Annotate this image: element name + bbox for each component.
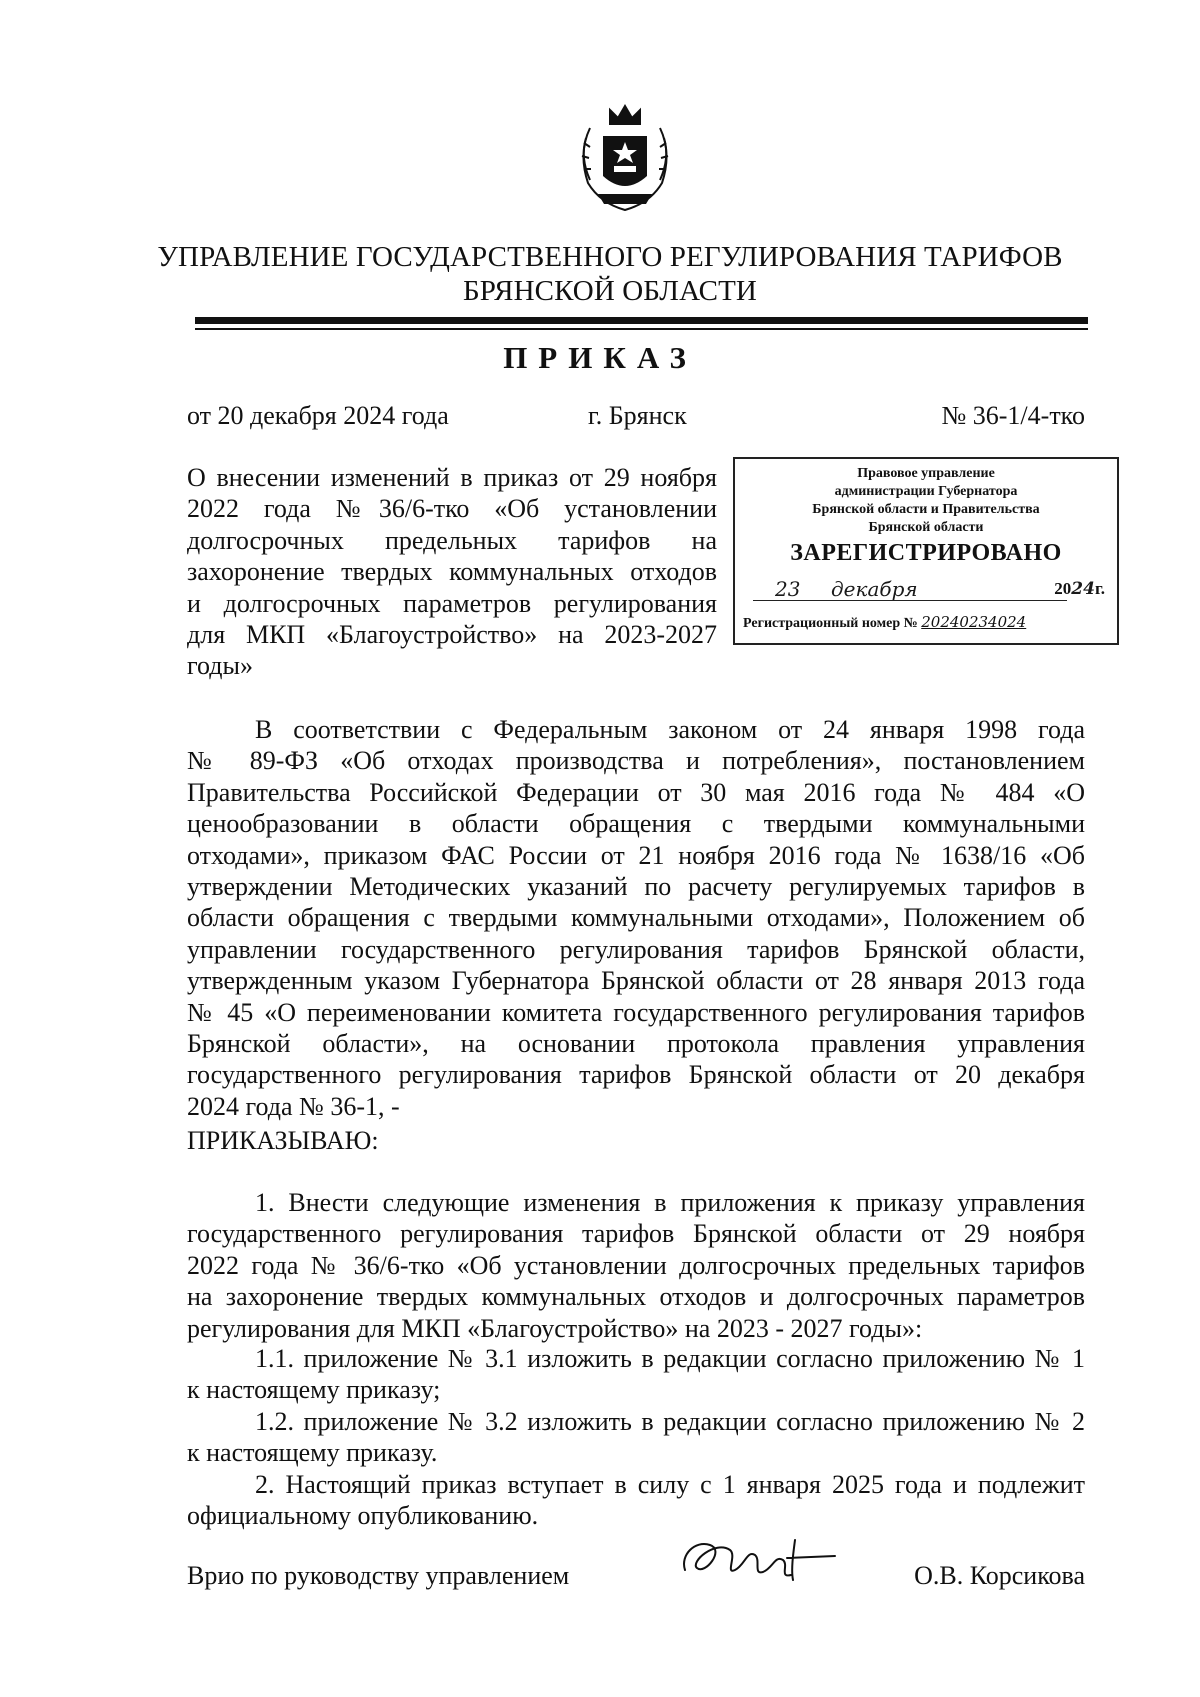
order-number: № 36-1/4-тко [941,401,1085,430]
order-subject [187,462,717,682]
item-line: 1.1. приложение № 3.1 изложить в редакции согласно приложению № 1 [255,1344,1085,1373]
handwritten-signature [675,1520,850,1590]
signatory-role: Врио по руководству управлением [187,1561,570,1590]
coat-of-arms-icon [570,98,680,218]
item-line: на захоронение твердых коммунальных отходов и долгосрочных параметров [187,1282,1085,1312]
stamp-line: администрации Губернатора [834,484,1018,499]
organization-name-line2: БРЯНСКОЙ ОБЛАСТИ [463,275,757,307]
item-line: государственного регулирования тарифов Брянской области от 29 ноября [187,1219,1085,1249]
stamp-regnum-value: 20240234024 [921,613,1027,631]
subject-line: и долгосрочных параметров регулирования [187,588,717,618]
item-1-paragraph [187,1187,1085,1344]
preamble-line: отходами», приказом ФАС России от 21 ноября 2016 года № 1638/16 «Об [187,840,1085,870]
stamp-year-suffix: г. [1094,579,1105,598]
preamble-line: ценообразовании в области обращения с твердыми коммунальными [187,809,1085,839]
item-line: 2022 года № 36/6-тко «Об установлении долгосрочных предельных тарифов [187,1250,1085,1280]
stamp-line: Правовое управление [857,466,995,481]
item-line: к настоящему приказу; [187,1375,441,1405]
preamble-line: утвержденным указом Губернатора Брянской области от 28 января 2013 года [187,966,1085,996]
subject-line: годы» [187,651,253,681]
preamble-line: № 45 «О переименовании комитета государственного регулирования тарифов [187,997,1085,1027]
preamble-line: № 89-ФЗ «Об отходах производства и потребления», постановлением [187,746,1085,776]
preamble-line: государственного регулирования тарифов Брянской области от 20 декабря [187,1060,1085,1090]
signatory-name: О.В. Корсикова [914,1561,1085,1590]
stamp-line: Брянской области и Правительства [812,502,1040,517]
stamp-year [1054,579,1105,599]
stamp-regnum-label: Регистрационный номер № [743,616,918,631]
order-directive-word: ПРИКАЗЫВАЮ: [187,1126,379,1155]
preamble-line: В соответствии с Федеральным законом от 24 января 1998 года [255,715,1085,744]
stamp-day: 23 [775,577,801,601]
preamble-line: 2024 года № 36-1, - [187,1091,400,1121]
stamp-date-line [745,577,1109,603]
stamp-registered-label: ЗАРЕГИСТРИРОВАНО [790,540,1062,566]
item-line: 1. Внести следующие изменения в приложения к приказу управления [255,1188,1085,1217]
document-title: ПРИКАЗ [503,340,697,375]
item-line: 2. Настоящий приказ вступает в силу с 1 января 2025 года и подлежит [255,1470,1085,1499]
stamp-line: Брянской области [868,520,984,535]
order-date: от 20 декабря 2024 года [187,401,449,430]
preamble-line: Брянской области», на основании протокола правления управления [187,1029,1085,1059]
item-line: 1.2. приложение № 3.2 изложить в редакции согласно приложению № 2 [255,1407,1085,1436]
subject-line: 2022 года №36/6-тко «Об установлении [187,494,717,524]
stamp-month: декабря [831,577,918,601]
preamble-paragraph [187,714,1085,1122]
subject-line: захоронение твердых коммунальных отходов [187,557,717,587]
stamp-registration-number [743,613,1111,632]
stamp-year-prefix: 20 [1054,579,1072,598]
subject-line: О внесении изменений в приказ от 29 ноября [187,463,717,492]
preamble-line: области обращения с твердыми коммунальными отходами», Положением об [187,903,1085,933]
subject-line: для МКП «Благоустройство» на 2023-2027 [187,620,717,650]
header-divider-thin [195,328,1088,330]
item-1-1-paragraph [187,1343,1085,1406]
item-1-2-paragraph [187,1406,1085,1469]
item-2-paragraph [187,1469,1085,1532]
item-line: регулирования для МКП «Благоустройство» на 2023 - 2027 годы»: [187,1313,923,1343]
subject-line: долгосрочных предельных тарифов на [187,525,717,555]
order-city: г. Брянск [588,401,687,430]
header-divider-thick [195,317,1088,324]
organization-name-line1: УПРАВЛЕНИЕ ГОСУДАРСТВЕННОГО РЕГУЛИРОВАНИЯ ТАРИФОВ [157,241,1063,273]
preamble-line: управлении государственного регулирования тарифов Брянской области, [187,934,1085,964]
registration-stamp [733,457,1119,645]
item-line: официальному опубликованию. [187,1501,539,1531]
preamble-line: Правительства Российской Федерации от 30 мая 2016 года № 484 «О [187,777,1085,807]
stamp-year-handwritten: 24 [1071,579,1095,599]
item-line: к настоящему приказу. [187,1438,438,1468]
preamble-line: утверждении Методических указаний по расчету регулируемых тарифов в [187,872,1085,902]
